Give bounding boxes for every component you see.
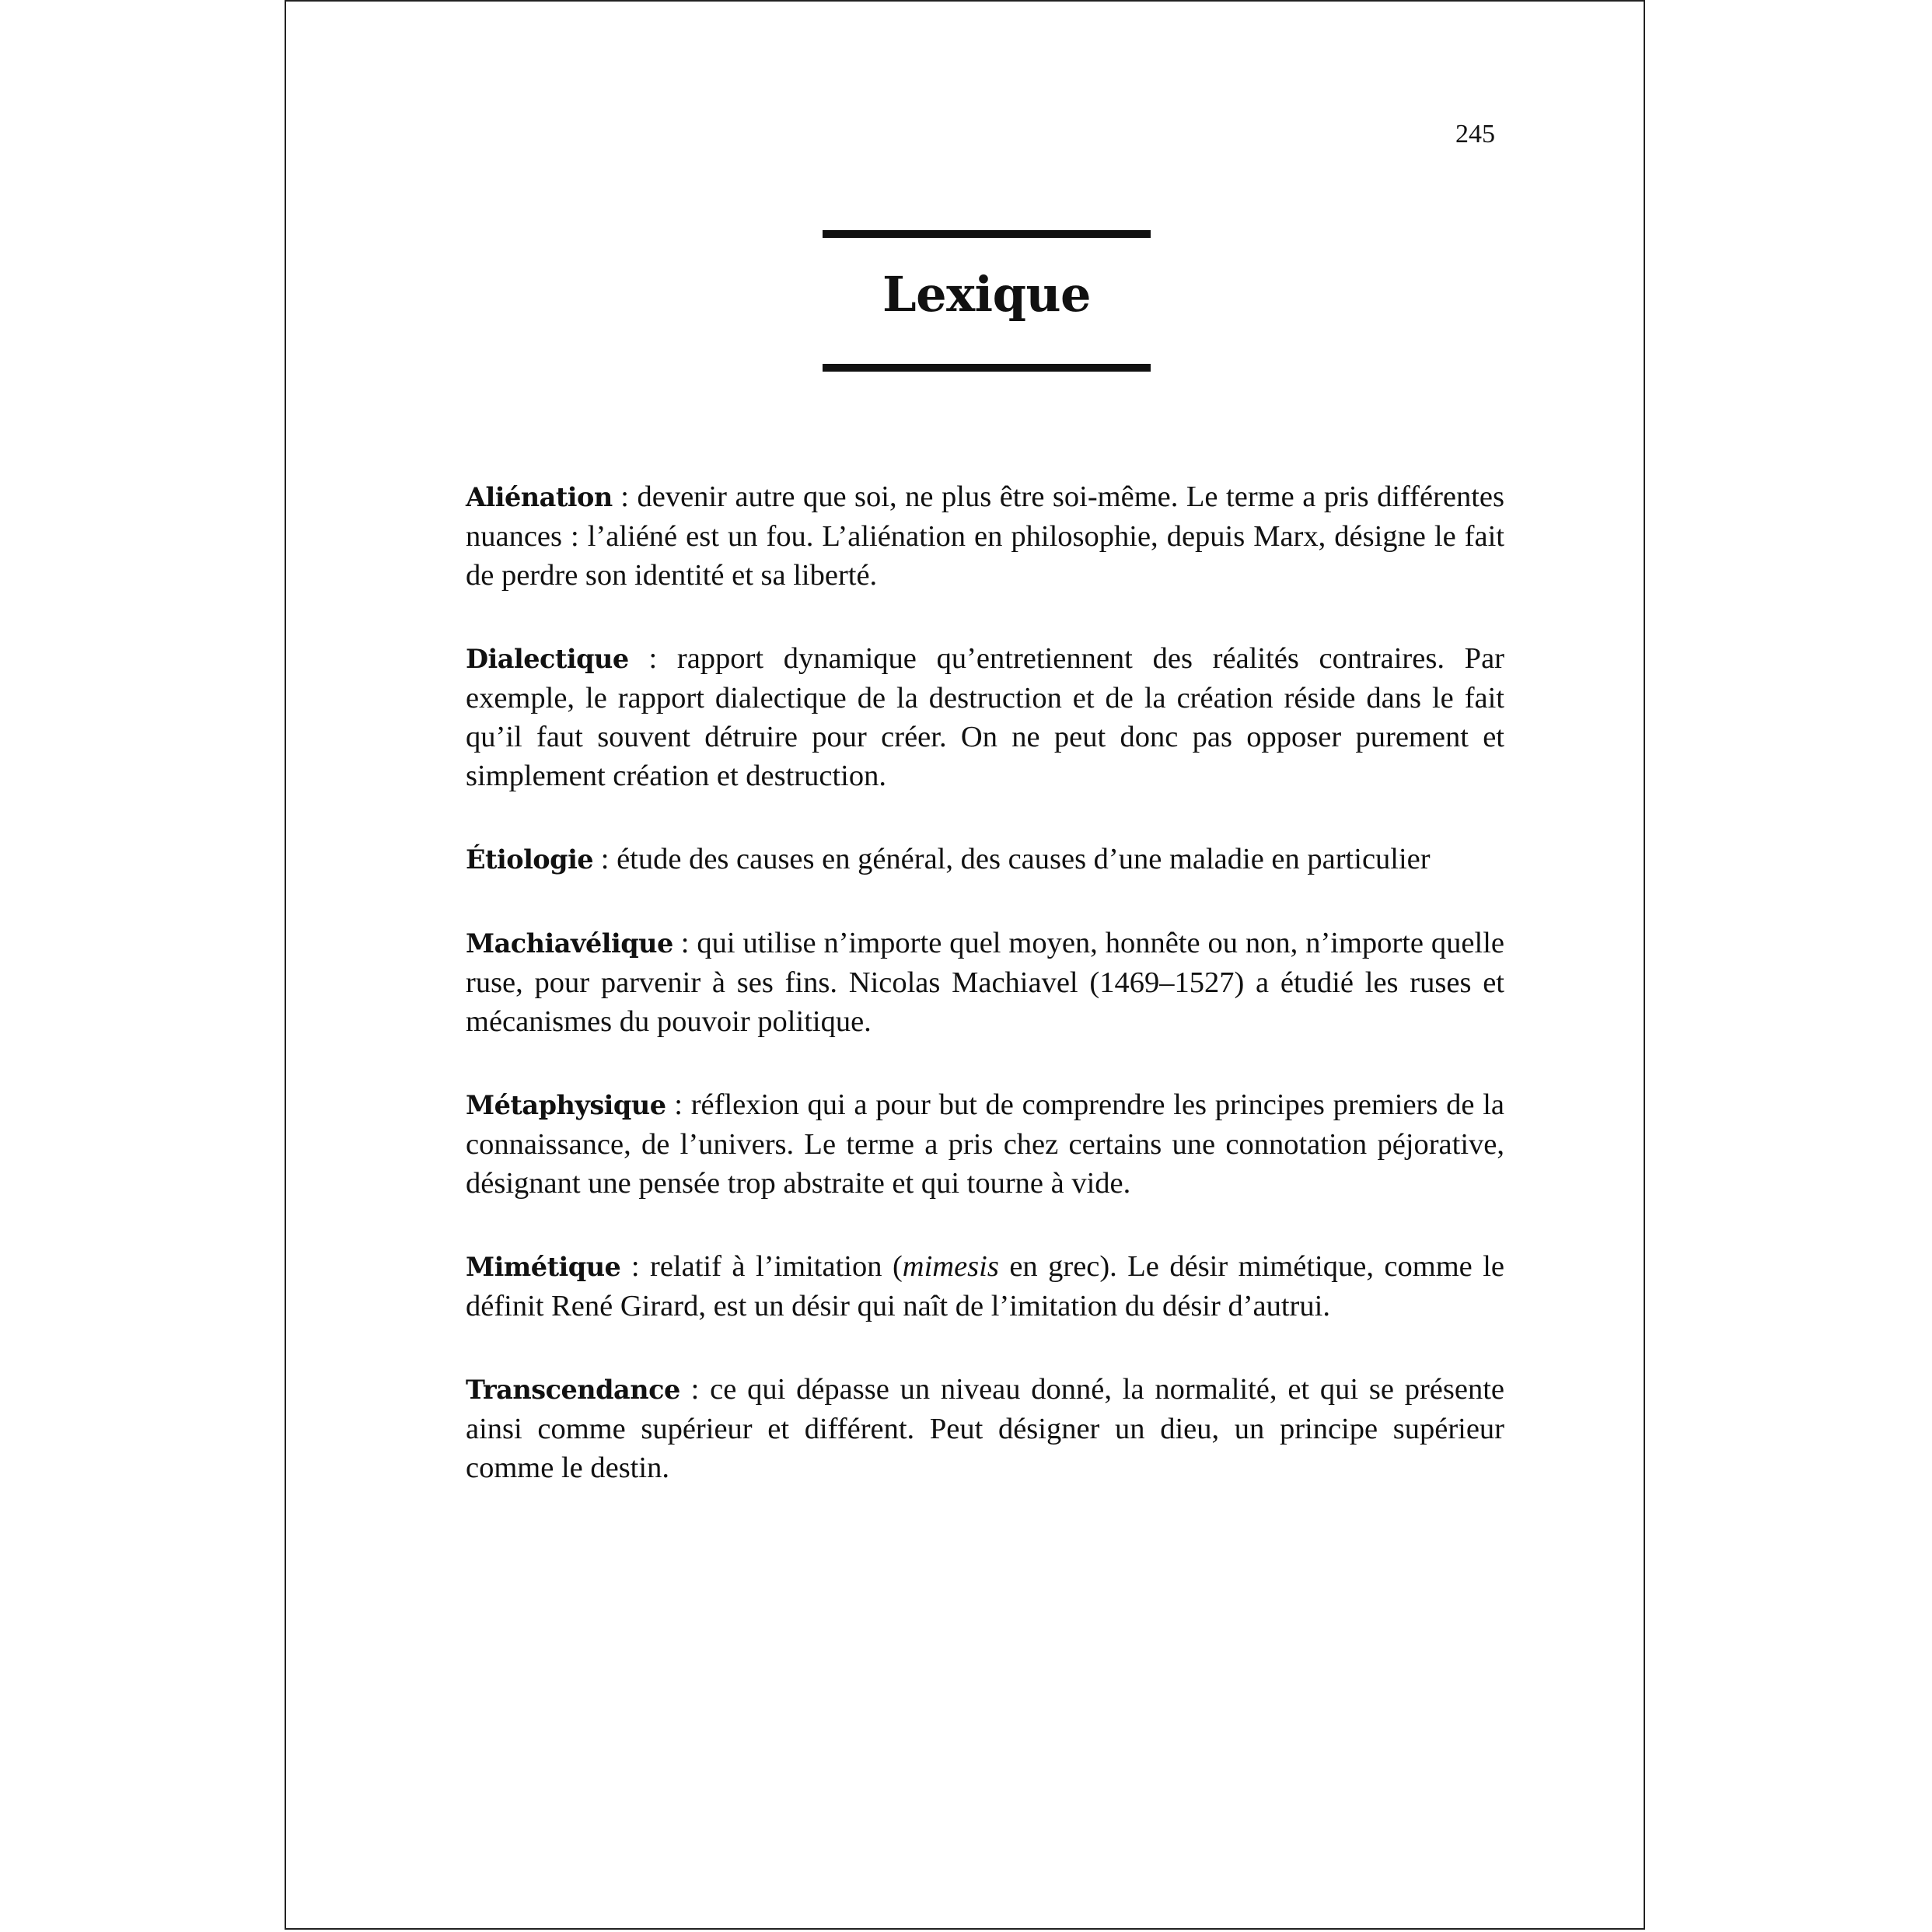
glossary-definition: étude des causes en général, des causes d’une maladie en particulier (617, 843, 1431, 875)
glossary-entry-alienation (466, 477, 1504, 595)
glossary-definition: ce qui dépasse un niveau donné, la normalité, et qui se présente ainsi comme supérieur et différent. Peut désigner un dieu, un principe supérieur comme le destin. (466, 1373, 1504, 1484)
term-separator: : (673, 927, 697, 959)
glossary-definition: devenir autre que soi, ne plus être soi-même. Le terme a pris différentes nuances : l’aliéné est un fou. L’aliénation en philosophie, depuis Marx, désigne le fait de perdre son identité et sa liberté. (466, 480, 1504, 592)
term-separator: : (680, 1373, 711, 1406)
glossary-definition-italic: mimesis (902, 1250, 999, 1283)
glossary-term: Métaphysique (466, 1090, 666, 1120)
term-separator: : (628, 642, 677, 675)
term-separator: : (620, 1250, 651, 1283)
glossary-term: Étiologie (466, 844, 594, 875)
glossary-entry-metaphysique (466, 1085, 1504, 1203)
page-number: 245 (1455, 120, 1495, 148)
title-rule-top (823, 230, 1151, 238)
glossary-entry-transcendance (466, 1370, 1504, 1487)
glossary-definition: qui utilise n’importe quel moyen, honnête ou non, n’importe quelle ruse, pour parvenir à ses fins. Nicolas Machiavel (1469–1527) a étudié les ruses et mécanismes du pouvoir politique. (466, 927, 1504, 1038)
glossary-entry-dialectique (466, 639, 1504, 795)
term-separator: : (666, 1088, 691, 1121)
glossary-term: Dialectique (466, 644, 629, 674)
glossary-definition: réflexion qui a pour but de comprendre les principes premiers de la connaissance, de l’univers. Le terme a pris chez certains une connotation péjorative, désignant une pensée trop abstraite et qui tourne à vide. (466, 1088, 1504, 1200)
glossary-term: Aliénation (466, 482, 613, 512)
title-block (823, 227, 1151, 375)
page-title: Lexique (882, 266, 1091, 323)
glossary-definition: rapport dynamique qu’entretiennent des réalités contraires. Par exemple, le rapport dialectique de la destruction et de la création réside dans le fait qu’il faut souvent détruire pour créer. On ne peut donc pas opposer purement et simplement création et destruction. (466, 642, 1505, 792)
glossary-term: Transcendance (466, 1375, 680, 1405)
term-separator: : (593, 843, 617, 875)
title-rule-bottom (823, 364, 1151, 372)
glossary-entry-mimetique (466, 1247, 1504, 1326)
glossary-term: Mimétique (466, 1252, 621, 1282)
glossary-term: Machiavélique (466, 928, 673, 959)
glossary-definition-part: en grec). Le désir mimétique, comme le définit René Girard, est un désir qui naît de l’imitation du désir d’autrui. (466, 1250, 1504, 1322)
glossary-entry-etiologie (466, 840, 1504, 879)
glossary-definition-part: relatif à l’imitation ( (650, 1250, 903, 1283)
glossary-list (466, 477, 1504, 1532)
term-separator: : (612, 480, 638, 513)
glossary-entry-machiavelique (466, 924, 1504, 1041)
book-page (285, 0, 1645, 1930)
